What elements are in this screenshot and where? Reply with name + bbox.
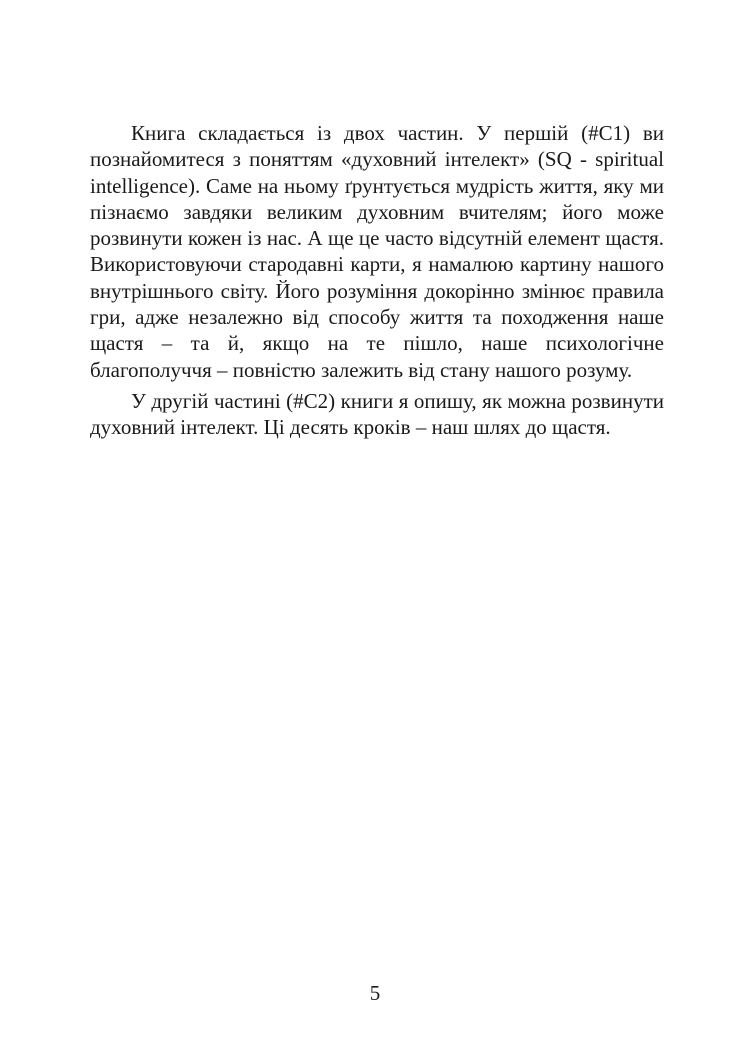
body-text [90, 120, 664, 441]
paragraph-second-part: У другій частині (#С2) книги я опишу, як можна розвинути духовний інтелект. Ці десять кроків – наш шлях до щастя. [90, 388, 664, 440]
page-number: 5 [369, 981, 381, 1005]
paragraph-book-structure: Книга складається із двох частин. У першій (#С1) ви познайомитеся з поняттям «духовний інтелект» (SQ - spiritual intelligence). Саме на ньому ґрунтується мудрість життя, яку ми пізнаємо завдяки великим духовним вчителям; його може розвинути кожен із нас. А ще це часто відсутній елемент щастя. Використовуючи стародавні карти, я намалюю картину нашого внутрішнього світу. Його розуміння докорінно змінює правила гри, адже незалежно від способу життя та походження наше щастя – та й, якщо на те пішло, наше психологічне благополуччя – повністю залежить від стану нашого розуму. [90, 121, 664, 382]
